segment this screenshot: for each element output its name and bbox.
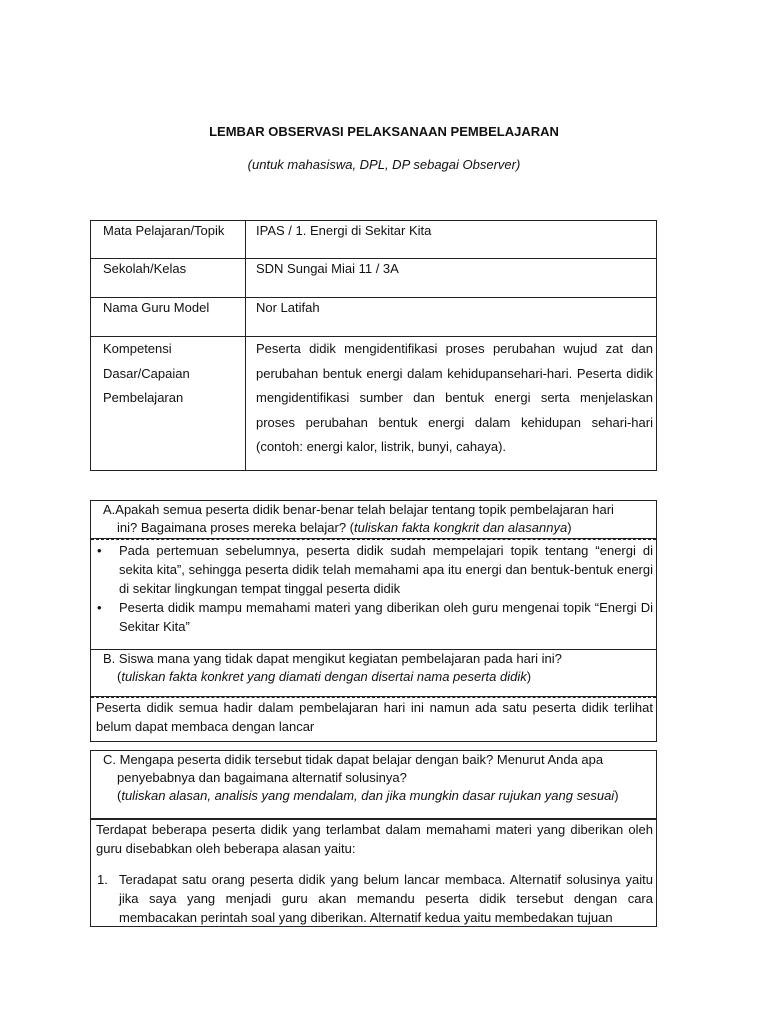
section-c-answer-intro: Terdapat beberapa peserta didik yang terlambat dalam memahami materi yang diberikan oleh guru disebabkan oleh beberapa alasan yaitu: [96, 822, 653, 856]
section-c-question-open: ( [117, 788, 122, 803]
competency-label-line: Dasar/Capaian [103, 365, 190, 381]
list-item [97, 870, 653, 927]
competency-label-line: Kompetensi [103, 341, 172, 356]
bullet-icon: • [97, 600, 102, 615]
info-row-subject [91, 221, 657, 259]
section-b-answer-text: Peserta didik semua hadir dalam pembelajaran hari ini namun ada satu peserta didik terlihat belum dapat membaca dengan lancar [96, 700, 653, 734]
info-row-teacher [91, 298, 657, 337]
section-b-question [90, 649, 657, 697]
list-item-text: Pada pertemuan sebelumnya, peserta didik sudah mempelajari topik tentang “energi di sekita kita”, sehingga peserta didik telah memahami apa itu energi dan bentuk-bentuk energi di sekitar lingkungan tempat tinggal peserta didik [119, 543, 653, 596]
info-label: Mata Pelajaran/Topik [91, 221, 246, 259]
info-value: SDN Sungai Miai 11 / 3A [246, 259, 657, 298]
document-subtitle: (untuk mahasiswa, DPL, DP sebagai Observer) [247, 157, 521, 172]
section-a-question-text: ini? Bagaimana proses mereka belajar? ( [117, 520, 355, 535]
section-c-answer [90, 818, 657, 927]
list-item-text: Teradapat satu orang peserta didik yang belum lancar membaca. Alternatif solusinya yaitu jika saya yang menjadi guru akan memandu peserta didik tersebut dengan cara membacakan perintah soal yang diberikan. Alternatif kedua yaitu membedakan tujuan [119, 872, 653, 925]
section-a-answer [90, 538, 657, 650]
document-title: LEMBAR OBSERVASI PELAKSANAAN PEMBELAJARAN [209, 124, 559, 139]
section-c-list [91, 858, 656, 927]
section-a-question-close: ) [567, 520, 572, 535]
section-c-question-line: penyebabnya dan bagaimana alternatif solusinya? [117, 770, 407, 785]
competency-label [91, 337, 246, 471]
list-item-text: Peserta didik mampu memahami materi yang diberikan oleh guru mengenai topik “Energi Di Sekitar Kita” [119, 600, 653, 634]
info-row-school [91, 259, 657, 298]
list-item [97, 598, 653, 636]
section-c-question [90, 750, 657, 820]
section-c-question-close: ) [614, 788, 619, 803]
section-c-question-italic: tuliskan alasan, analisis yang mendalam, dan jika mungkin dasar rujukan yang sesuai [121, 788, 615, 803]
section-b-question-italic: tuliskan fakta konkret yang diamati dengan disertai nama peserta didik [121, 669, 527, 684]
info-value: Nor Latifah [246, 298, 657, 337]
info-row-competency [91, 337, 657, 471]
info-label: Nama Guru Model [91, 298, 246, 337]
section-a-question [90, 500, 657, 539]
info-table [90, 220, 657, 471]
section-a-question-line: A.Apakah semua peserta didik benar-benar telah belajar tentang topik pembelajaran hari [103, 502, 614, 517]
section-b-question-line: B. Siswa mana yang tidak dapat mengikut kegiatan pembelajaran pada hari ini? [103, 651, 562, 666]
competency-label-line: Pembelajaran [103, 390, 184, 405]
section-c-question-line [91, 787, 656, 805]
section-b-answer [90, 696, 657, 742]
section-b-question-open: ( [117, 669, 122, 684]
list-item [97, 541, 653, 598]
info-value: IPAS / 1. Energi di Sekitar Kita [246, 221, 657, 259]
info-label: Sekolah/Kelas [91, 259, 246, 298]
section-c-question-line: C. Mengapa peserta didik tersebut tidak dapat belajar dengan baik? Menurut Anda apa [103, 752, 604, 767]
section-a-bullets [91, 539, 656, 636]
list-item-number: 1. [97, 872, 108, 887]
bullet-icon: • [97, 543, 102, 558]
section-a-question-line [91, 519, 656, 537]
section-b-question-close: ) [526, 669, 532, 684]
section-b-question-line [91, 668, 656, 686]
section-a-question-italic: tuliskan fakta kongkrit dan alasannya [354, 520, 568, 535]
competency-value: Peserta didik mengidentifikasi proses perubahan wujud zat dan perubahan bentuk energi dalam kehidupansehari-hari. Peserta didik mengidentifikasi sumber dan bentuk energi serta menjelaskan proses perubahan bentuk energi dalam kehidupan sehari-hari (contoh: energi kalor, listrik, bunyi, cahaya). [246, 337, 657, 471]
